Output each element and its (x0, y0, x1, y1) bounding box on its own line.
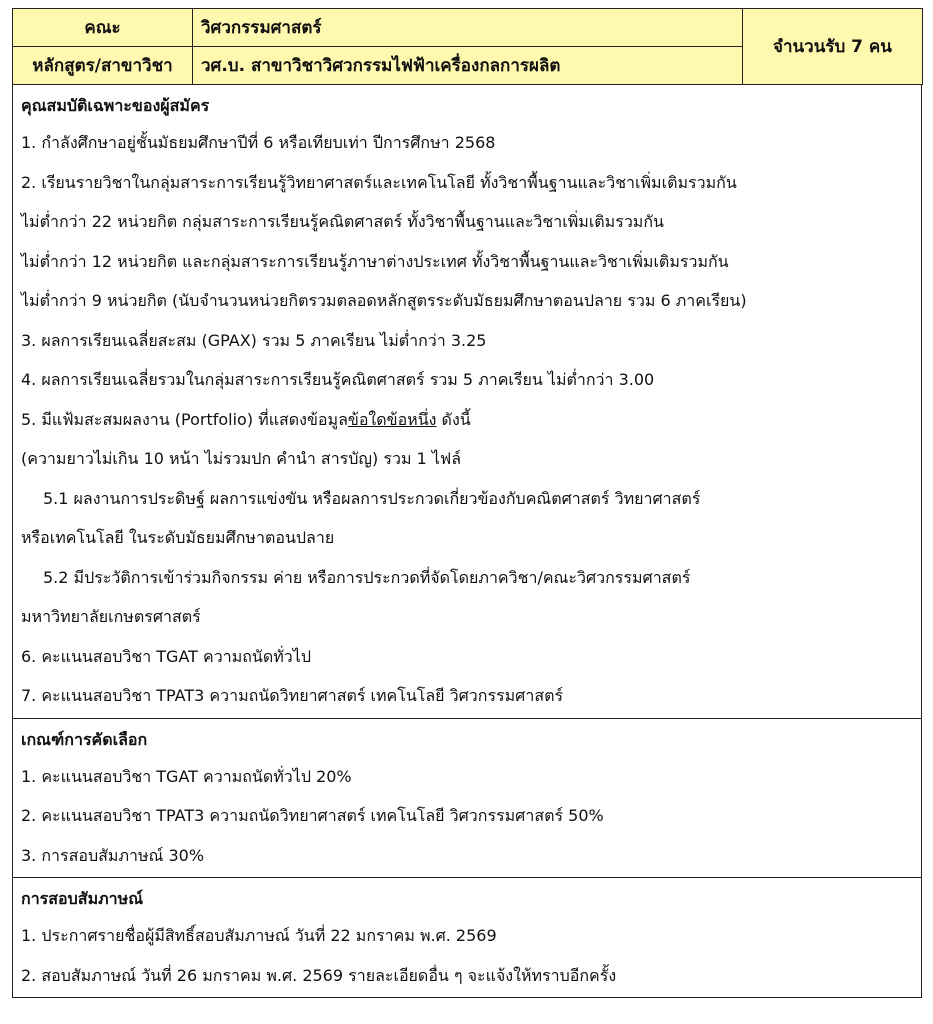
qualification-item-5-note: (ความยาวไม่เกิน 10 หน้า ไม่รวมปก คำนำ สารบัญ) รวม 1 ไฟล์ (21, 449, 462, 468)
qualification-item-5-underline: ข้อใดข้อหนึ่ง (347, 409, 437, 429)
qualification-item-2-line-4: ไม่ต่ำกว่า 9 หน่วยกิต (นับจำนวนหน่วยกิตรวมตลอดหลักสูตรระดับมัธยมศึกษาตอนปลาย รวม 6 ภาคเรียน) (21, 291, 747, 310)
qualification-item-2-line-2: ไม่ต่ำกว่า 22 หน่วยกิต กลุ่มสาระการเรียนรู้คณิตศาสตร์ ทั้งวิชาพื้นฐานและวิชาเพิ่มเติมรวมกัน (21, 212, 664, 231)
qualification-item-1: 1. กำลังศึกษาอยู่ชั้นมัธยมศึกษาปีที่ 6 หรือเทียบเท่า ปีการศึกษา 2568 (21, 133, 496, 152)
qualification-item-2-line-1: 2. เรียนรายวิชาในกลุ่มสาระการเรียนรู้วิทยาศาสตร์และเทคโนโลยี ทั้งวิชาพื้นฐานและวิชาเพิ่มเติมรวมกัน (21, 172, 737, 192)
qualification-item-5-2-line-1: 5.2 มีประวัติการเข้าร่วมกิจกรรม ค่าย หรือการประกวดที่จัดโดยภาควิชา/คณะวิศวกรรมศาสตร์ (43, 567, 691, 587)
criteria-item-2: 2. คะแนนสอบวิชา TPAT3 ความถนัดวิทยาศาสตร์ เทคโนโลยี วิศวกรรมศาสตร์ 50% (21, 806, 604, 825)
qualifications-title: คุณสมบัติเฉพาะของผู้สมัคร (21, 96, 210, 115)
program-header-table (12, 8, 923, 85)
qualification-item-4: 4. ผลการเรียนเฉลี่ยรวมในกลุ่มสาระการเรียนรู้คณิตศาสตร์ รวม 5 ภาคเรียน ไม่ต่ำกว่า 3.00 (21, 370, 655, 389)
qualification-item-6: 6. คะแนนสอบวิชา TGAT ความถนัดทั่วไป (21, 646, 311, 666)
qualification-item-5-1-line-2: หรือเทคโนโลยี ในระดับมัธยมศึกษาตอนปลาย (21, 528, 335, 547)
qualification-item-5-text: 5. มีแฟ้มสะสมผลงาน (Portfolio) ที่แสดงข้อมูล (21, 409, 348, 429)
qualification-item-5-2-line-2: มหาวิทยาลัยเกษตรศาสตร์ (21, 607, 201, 626)
faculty-value: วิศวกรรมศาสตร์ (193, 9, 743, 47)
qualification-item-5 (21, 400, 913, 440)
interview-item-2: 2. สอบสัมภาษณ์ วันที่ 26 มกราคม พ.ศ. 2569 รายละเอียดอื่น ๆ จะแจ้งให้ทราบอีกครั้ง (21, 965, 617, 985)
criteria-item-3: 3. การสอบสัมภาษณ์ 30% (21, 845, 205, 865)
qualification-item-5-1-line-1: 5.1 ผลงานการประดิษฐ์ ผลการแข่งขัน หรือผลการประกวดเกี่ยวข้องกับคณิตศาสตร์ วิทยาศาสตร์ (43, 488, 701, 508)
program-value: วศ.บ. สาขาวิชาวิศวกรรมไฟฟ้าเครื่องกลการผลิต (193, 47, 743, 85)
qualifications-section (12, 85, 922, 719)
interview-section (12, 878, 922, 998)
criteria-title: เกณฑ์การคัดเลือก (21, 729, 148, 749)
criteria-item-1: 1. คะแนนสอบวิชา TGAT ความถนัดทั่วไป 20% (21, 766, 352, 786)
qualification-item-3: 3. ผลการเรียนเฉลี่ยสะสม (GPAX) รวม 5 ภาคเรียน ไม่ต่ำกว่า 3.25 (21, 330, 487, 350)
qualification-item-7: 7. คะแนนสอบวิชา TPAT3 ความถนัดวิทยาศาสตร์ เทคโนโลยี วิศวกรรมศาสตร์ (21, 686, 564, 705)
admission-document (12, 8, 922, 998)
qualification-item-2-line-3: ไม่ต่ำกว่า 12 หน่วยกิต และกลุ่มสาระการเรียนรู้ภาษาต่างประเทศ ทั้งวิชาพื้นฐานและวิชาเพิ่มเติมรวมกัน (21, 251, 729, 271)
program-label: หลักสูตร/สาขาวิชา (13, 47, 193, 85)
qualification-item-5-suffix: ดังนี้ (436, 409, 471, 429)
quota-cell: จำนวนรับ 7 คน (743, 9, 923, 85)
interview-item-1: 1. ประกาศรายชื่อผู้มีสิทธิ์สอบสัมภาษณ์ วันที่ 22 มกราคม พ.ศ. 2569 (21, 926, 497, 945)
faculty-label: คณะ (13, 9, 193, 47)
criteria-section (12, 719, 922, 879)
interview-title: การสอบสัมภาษณ์ (21, 889, 144, 908)
